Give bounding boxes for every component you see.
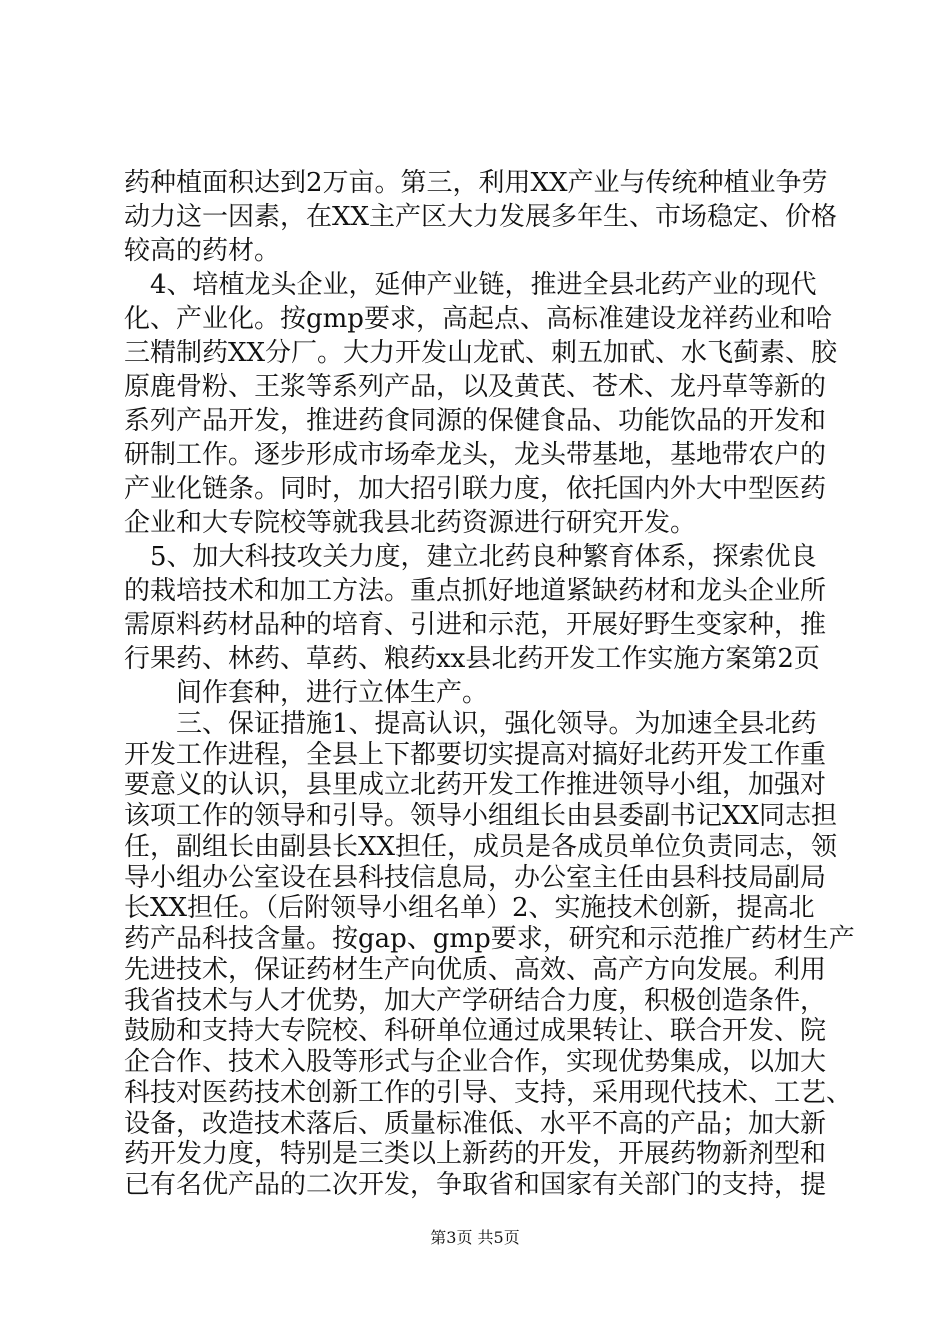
text-line: 三精制药XX分厂。大力开发山龙甙、刺五加甙、水飞蓟素、胶 <box>124 338 838 368</box>
text-line: 动力这一因素，在XX主产区大力发展多年生、市场稳定、价格 <box>124 202 838 232</box>
text-line: 原鹿骨粉、王浆等系列产品，以及黄芪、苍术、龙丹草等新的 <box>124 372 827 402</box>
text-line: 化、产业化。按gmp要求，高起点、高标准建设龙祥药业和哈 <box>124 304 832 334</box>
text-line: 4、培植龙头企业，延伸产业链，推进全县北药产业的现代 <box>124 270 817 300</box>
text-line: 鼓励和支持大专院校、科研单位通过成果转让、联合开发、院 <box>124 1016 827 1046</box>
text-line: 企业和大专院校等就我县北药资源进行研究开发。 <box>124 508 697 538</box>
text-line: 药开发力度，特别是三类以上新药的开发，开展药物新剂型和 <box>124 1139 827 1169</box>
text-line: 该项工作的领导和引导。领导小组组长由县委副书记XX同志担 <box>124 801 838 831</box>
text-line: 长XX担任。（后附领导小组名单）2、实施技术创新，提高北 <box>124 893 815 923</box>
text-line: 5、加大科技攻关力度，建立北药良种繁育体系，探索优良 <box>124 542 817 572</box>
text-line: 设备，改造技术落后、质量标准低、水平不高的产品；加大新 <box>124 1109 827 1139</box>
text-line: 的栽培技术和加工方法。重点抓好地道紧缺药材和龙头企业所 <box>124 576 827 606</box>
text-line: 开发工作进程，全县上下都要切实提高对搞好北药开发工作重 <box>124 740 827 770</box>
text-line: 药产品科技含量。按gap、gmp要求，研究和示范推广药材生产 <box>124 924 855 954</box>
text-line: 行果药、林药、草药、粮药xx县北药开发工作实施方案第2页 <box>124 644 820 674</box>
text-line: 较高的药材。 <box>124 236 281 266</box>
text-line: 研制工作。逐步形成市场牵龙头，龙头带基地，基地带农户的 <box>124 440 827 470</box>
page-footer: 第3页 共5页 <box>430 1228 520 1247</box>
text-line: 三、保证措施1、提高认识，强化领导。为加速全县北药 <box>124 709 817 739</box>
text-line: 间作套种，进行立体生产。 <box>124 678 489 708</box>
text-line: 已有名优产品的二次开发，争取省和国家有关部门的支持，提 <box>124 1170 827 1200</box>
text-line: 药种植面积达到2万亩。第三，利用XX产业与传统种植业争劳 <box>124 168 828 198</box>
text-line: 任，副组长由副县长XX担任，成员是各成员单位负责同志，领 <box>124 832 838 862</box>
text-line: 科技对医药技术创新工作的引导、支持，采用现代技术、工艺、 <box>124 1078 853 1108</box>
text-line: 产业化链条。同时，加大招引联力度，依托国内外大中型医药 <box>124 474 827 504</box>
text-line: 先进技术，保证药材生产向优质、高效、高产方向发展。利用 <box>124 955 827 985</box>
text-line: 导小组办公室设在县科技信息局，办公室主任由县科技局副局 <box>124 863 827 893</box>
text-line: 要意义的认识，县里成立北药开发工作推进领导小组，加强对 <box>124 770 827 800</box>
text-line: 企合作、技术入股等形式与企业合作，实现优势集成，以加大 <box>124 1047 827 1077</box>
text-line: 系列产品开发，推进药食同源的保健食品、功能饮品的开发和 <box>124 406 827 436</box>
text-line: 需原料药材品种的培育、引进和示范，开展好野生变家种，推 <box>124 610 827 640</box>
text-line: 我省技术与人才优势，加大产学研结合力度，积极创造条件， <box>124 986 827 1016</box>
